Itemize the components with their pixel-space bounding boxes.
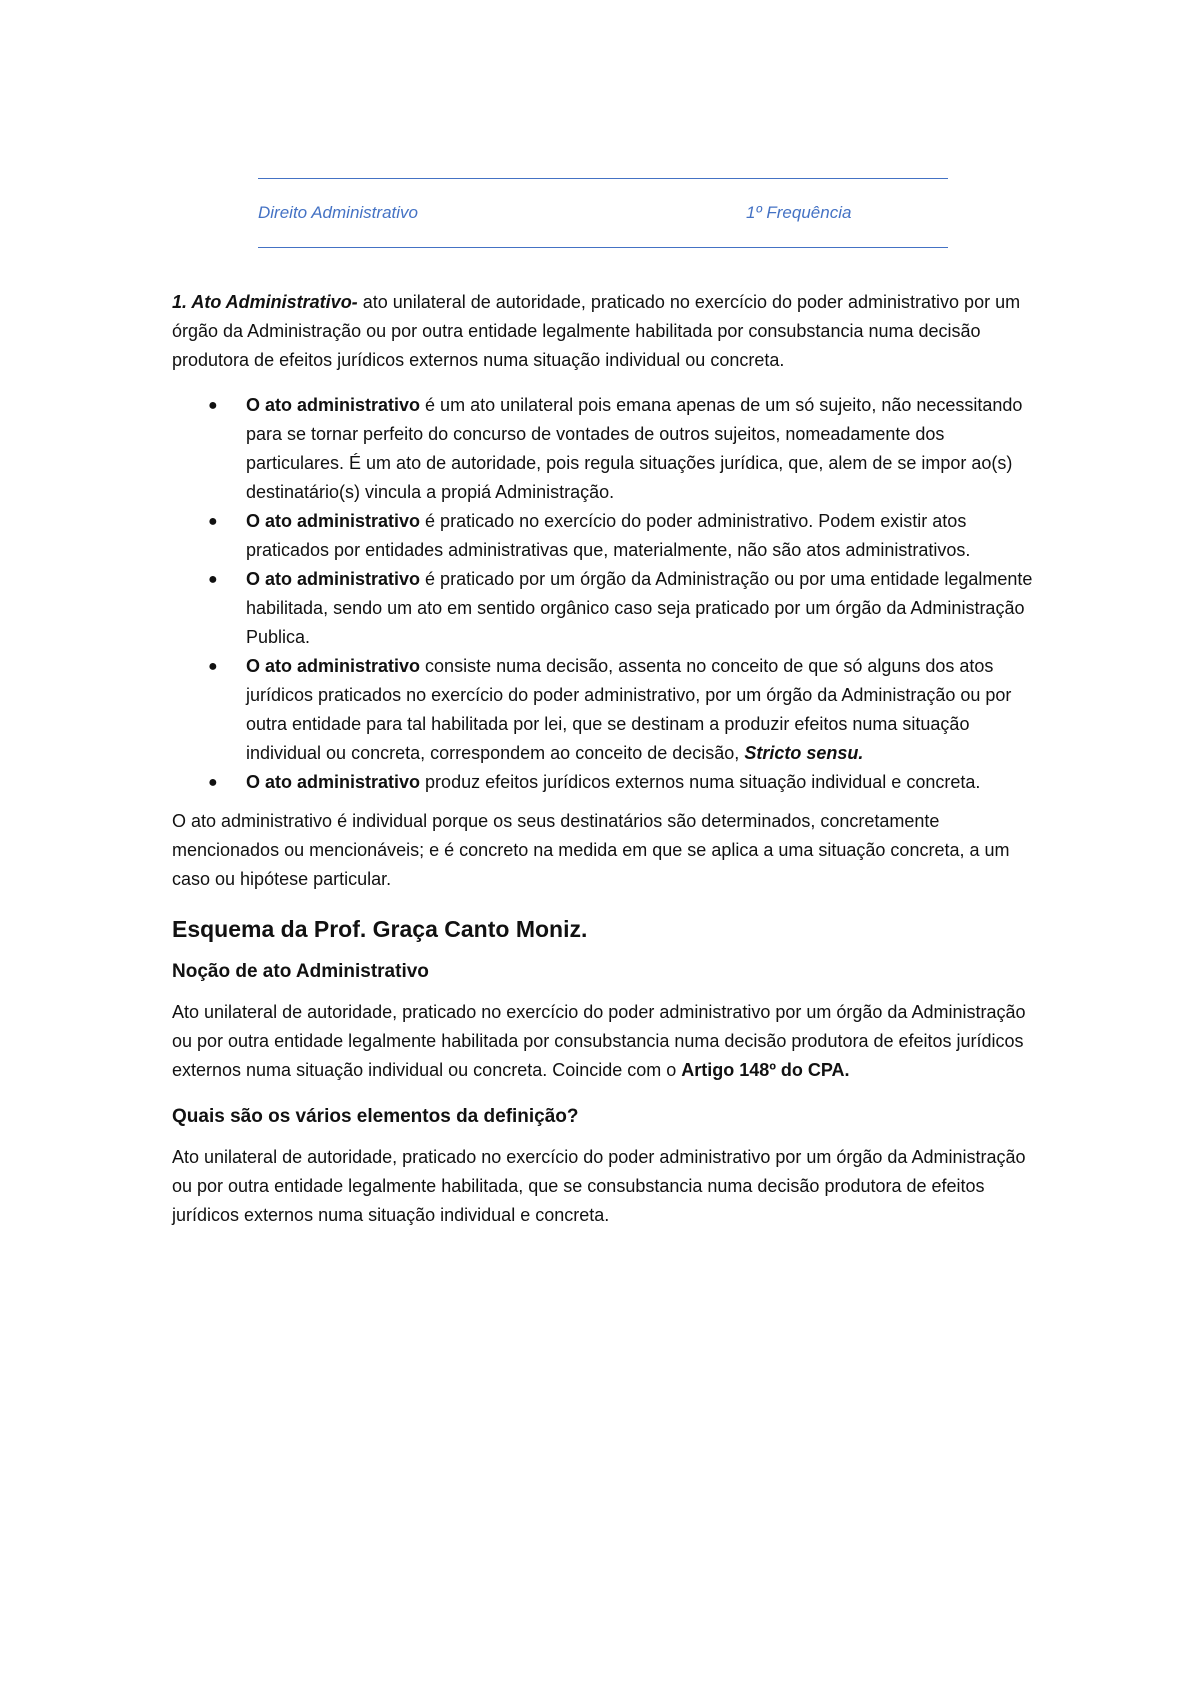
- bullet-text: é praticado por um órgão da Administração ou por uma entidade legalmente habilitada, sendo um ato em sentido orgânico caso seja praticado por um órgão da Administração Publica.: [246, 569, 1033, 647]
- bullet-icon: ●: [208, 658, 218, 675]
- bullet-item: [172, 507, 1042, 565]
- bullet-text: produz efeitos jurídicos externos numa situação individual e concreta.: [420, 772, 981, 792]
- document-header: [258, 178, 948, 248]
- bullet-icon: ●: [208, 571, 218, 588]
- bullet-text: é um ato unilateral pois emana apenas de um só sujeito, não necessitando para se tornar perfeito do concurso de vontades de outros sujeitos, nomeadamente dos particulares. É um ato de autoridade, pois regula situações jurídica, que, alem de se impor ao(s) destinatário(s) vincula a propiá Administração.: [246, 395, 1023, 502]
- notion-heading: Noção de ato Administrativo: [172, 961, 429, 982]
- bullet-lead: O ato administrativo: [246, 656, 421, 676]
- bullet-lead: O ato administrativo: [246, 569, 421, 589]
- elements-paragraph: Ato unilateral de autoridade, praticado no exercício do poder administrativo por um órgão da Administração ou por outra entidade legalmente habilitada, que se consubstancia numa decisão produtora de efeitos jurídicos externos numa situação individual e concreta.: [172, 1147, 1026, 1225]
- notion-text: Ato unilateral de autoridade, praticado no exercício do poder administrativo por um órgão da Administração ou por outra entidade legalmente habilitada por consubstancia numa decisão produtora de efeitos jurídicos externos numa situação individual ou concreta. Coincide com o: [172, 1002, 1026, 1080]
- header-subject: Direito Administrativo: [258, 203, 418, 222]
- bullet-item: [172, 768, 1042, 797]
- bullet-text: consiste numa decisão, assenta no conceito de que só alguns dos atos jurídicos praticados no exercício do poder administrativo, por um órgão da Administração ou por outra entidade para tal habilitada por lei, que se destinam a produzir efeitos numa situação individual ou concreta, correspondem ao conceito de decisão,: [246, 656, 1012, 763]
- notion-reference: Artigo 148º do CPA.: [681, 1060, 850, 1080]
- bullet-list: [172, 391, 1042, 797]
- bullet-lead: O ato administrativo: [246, 772, 421, 792]
- bullet-icon: ●: [208, 774, 218, 791]
- intro-text: ato unilateral de autoridade, praticado no exercício do poder administrativo por um órgão da Administração ou por outra entidade legalmente habilitada por consubstancia numa decisão produtora de efeitos jurídicos externos numa situação individual ou concreta.: [172, 292, 1021, 370]
- section-title: Esquema da Prof. Graça Canto Moniz.: [172, 916, 588, 942]
- bullet-tail: Stricto sensu.: [744, 743, 864, 763]
- bullet-item: [172, 391, 1042, 507]
- intro-title: 1. Ato Administrativo-: [172, 292, 358, 312]
- bullet-item: [172, 565, 1042, 652]
- header-exam: 1º Frequência: [746, 203, 852, 222]
- bullet-lead: O ato administrativo: [246, 395, 421, 415]
- bullet-text: é praticado no exercício do poder administrativo. Podem existir atos praticados por entidades administrativas que, materialmente, não são atos administrativos.: [246, 511, 971, 560]
- bullet-item: [172, 652, 1042, 768]
- bullet-lead: O ato administrativo: [246, 511, 421, 531]
- document-body: [172, 288, 1042, 1230]
- individual-concrete-paragraph: O ato administrativo é individual porque os seus destinatários são determinados, concretamente mencionados ou mencionáveis; e é concreto na medida em que se aplica a uma situação concreta, a um caso ou hipótese particular.: [172, 811, 1010, 889]
- bullet-icon: ●: [208, 397, 218, 414]
- bullet-icon: ●: [208, 513, 218, 530]
- elements-heading: Quais são os vários elementos da definição?: [172, 1106, 579, 1127]
- intro-paragraph: [172, 288, 1042, 375]
- notion-paragraph: [172, 998, 1042, 1085]
